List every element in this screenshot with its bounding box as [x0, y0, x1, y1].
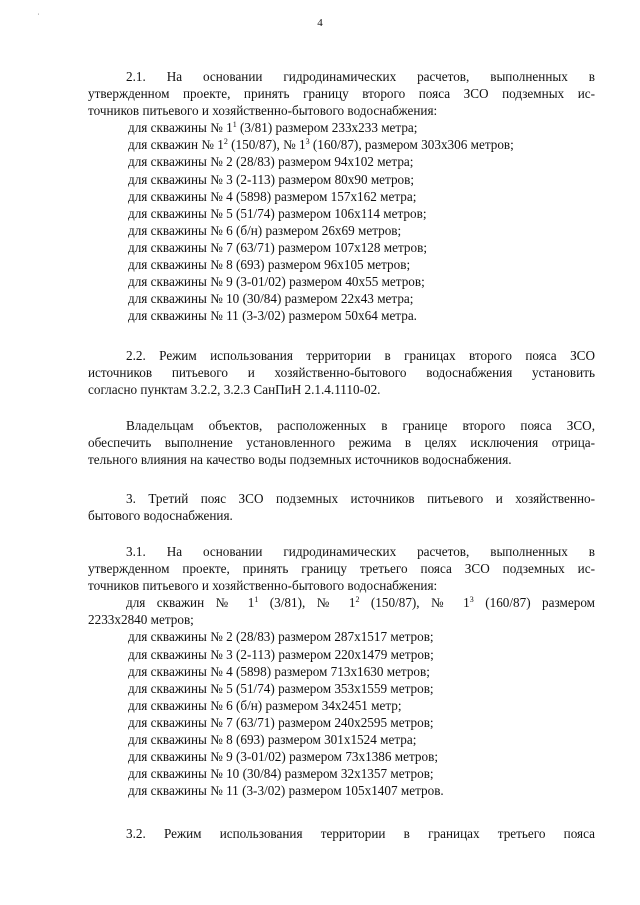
paragraph-line: тельного влияния на качество воды подземных источников водоснабжения. [88, 452, 512, 468]
list-item: для скважин № $1^1$ (3/81), № $1^2$ (150/87), № $1^3$ (160/87) размером [126, 595, 596, 611]
section-2-2 [88, 347, 595, 398]
paragraph-line: 2.1. На основании гидродинамических расчетов, выполненных в [126, 69, 595, 84]
paragraph-line: 3.1. На основании гидродинамических расчетов, выполненных в [126, 544, 595, 559]
paragraph-line: 3.2. Режим использования территории в границах третьего пояса [126, 826, 595, 841]
owners-paragraph [88, 417, 595, 468]
list-item: для скважины № 7 (63/71) размером 107x128 метров; [128, 239, 427, 255]
scan-mark: ˙ [37, 12, 40, 21]
section-3-2 [88, 825, 595, 842]
list-item: для скважины № 6 (б/н) размером 34x2451 метр; [128, 697, 402, 713]
list-item: для скважины № 10 (30/84) размером 22x43 метра; [128, 291, 414, 307]
section-3 [88, 490, 595, 524]
list-item: для скважины № 2 (28/83) размером 94x102 метра; [128, 154, 414, 170]
list-item: для скважины № 9 (3-01/02) размером 40x55 метров; [128, 274, 425, 290]
paragraph-line: утвержденном проекте, принять границу третьего пояса ЗСО подземных ис- [88, 561, 595, 577]
paragraph-line: согласно пунктам 3.2.2, 3.2.3 СанПиН 2.1.4.1110-02. [88, 382, 381, 398]
list-item: для скважины № $1^1$ (3/81) размером 233x233 метра; [128, 120, 418, 136]
list-item: для скважины № 3 (2-113) размером 220x1479 метров; [128, 646, 434, 662]
paragraph-line: Владельцам объектов, расположенных в границе второго пояса ЗСО, [126, 418, 595, 433]
list-item: для скважин № $1^2$ (150/87), № $1^3$ (160/87), размером 303x306 метров; [128, 137, 514, 153]
list-item-continuation: 2233x2840 метров; [88, 612, 194, 628]
list-item: для скважины № 10 (30/84) размером 32x1357 метров; [128, 766, 434, 782]
list-item: для скважины № 9 (3-01/02) размером 73x1386 метров; [128, 749, 438, 765]
paragraph-line: бытового водоснабжения. [88, 508, 233, 524]
paragraph-line: обеспечить выполнение установленного режима в целях исключения отрица- [88, 435, 595, 451]
list-item: для скважины № 11 (3-3/02) размером 105x1407 метров. [128, 783, 444, 799]
section-3-1 [88, 543, 595, 799]
list-item: для скважины № 4 (5898) размером 713x1630 метров; [128, 663, 430, 679]
list-item: для скважины № 2 (28/83) размером 287x1517 метров; [128, 629, 434, 645]
paragraph-line: точников питьевого и хозяйственно-бытового водоснабжения: [88, 103, 438, 119]
list-item: для скважины № 8 (693) размером 301x1524 метра; [128, 732, 417, 748]
paragraph-line: источников питьевого и хозяйственно-бытового водоснабжения установить [88, 365, 595, 381]
paragraph-line: точников питьевого и хозяйственно-бытового водоснабжения: [88, 578, 438, 594]
list-item: для скважины № 7 (63/71) размером 240x2595 метров; [128, 714, 434, 730]
list-item: для скважины № 6 (б/н) размером 26x69 метров; [128, 222, 402, 238]
section-2-1 [88, 68, 595, 324]
paragraph-line: 3. Третий пояс ЗСО подземных источников питьевого и хозяйственно- [126, 491, 595, 506]
list-item: для скважины № 5 (51/74) размером 353x1559 метров; [128, 680, 434, 696]
page-number: 4 [317, 17, 323, 29]
list-item: для скважины № 8 (693) размером 96x105 метров; [128, 257, 411, 273]
list-item: для скважины № 4 (5898) размером 157x162 метра; [128, 188, 417, 204]
list-item: для скважины № 5 (51/74) размером 106x114 метров; [128, 205, 427, 221]
paragraph-line: 2.2. Режим использования территории в границах второго пояса ЗСО [126, 348, 595, 363]
paragraph-line: утвержденном проекте, принять границу второго пояса ЗСО подземных ис- [88, 86, 595, 102]
list-item: для скважины № 3 (2-113) размером 80x90 метров; [128, 171, 415, 187]
list-item: для скважины № 11 (3-3/02) размером 50x64 метра. [128, 308, 417, 324]
